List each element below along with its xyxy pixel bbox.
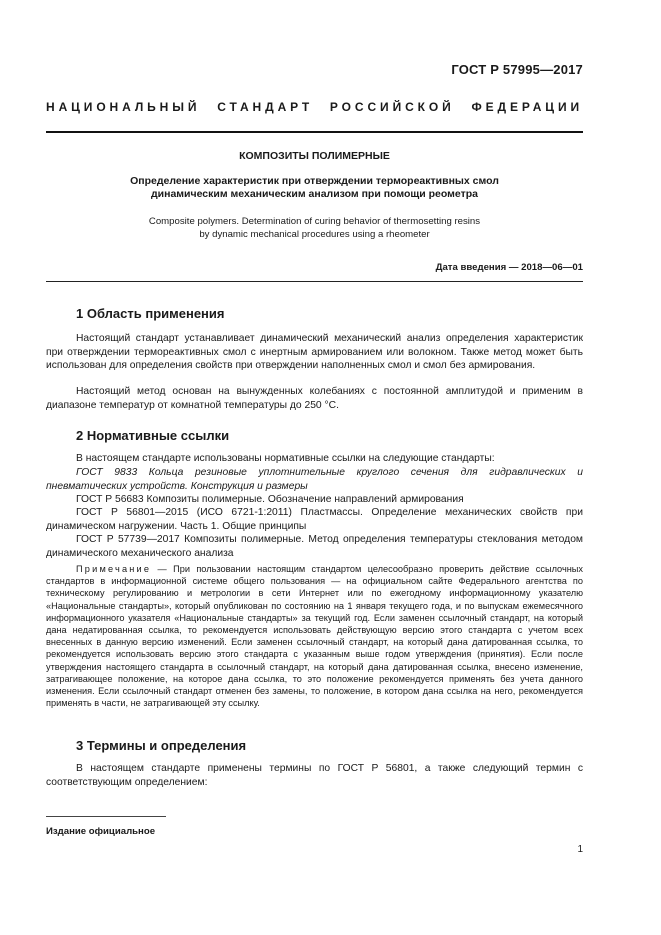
- english-subtitle-line-2: by dynamic mechanical procedures using a rheometer: [199, 229, 430, 240]
- footer-divider: [46, 816, 166, 817]
- section-3-heading: 3 Термины и определения: [76, 738, 247, 753]
- header-divider: [46, 131, 583, 133]
- section-2-intro: В настоящем стандарте использованы нормативные ссылки на следующие стандарты:: [76, 453, 495, 464]
- russian-subtitle-line-1: Определение характеристик при отверждении термореактивных смол: [130, 175, 499, 187]
- note-label: Примечание: [76, 564, 152, 574]
- reference-gost-r-56683: ГОСТ Р 56683 Композиты полимерные. Обозначение направлений армирования: [76, 494, 464, 505]
- section-1-paragraph-1: Настоящий стандарт устанавливает динамический механический анализ определения характеристик при отверждении термореактивных смол с инертным армированием или волокном. Также метод может быть использован для определения свойств при отверждении наполненных смол и смол без армирования.: [46, 333, 583, 371]
- standard-title: КОМПОЗИТЫ ПОЛИМЕРНЫЕ: [239, 150, 390, 162]
- introduction-date: Дата введения — 2018—06—01: [435, 262, 583, 273]
- english-subtitle: [46, 215, 583, 241]
- section-1-heading: 1 Область применения: [76, 306, 225, 321]
- note-text: — При пользовании настоящим стандартом целесообразно проверить действие ссылочных стандартов в информационной системе общего пользования — на официальном сайте Федерального агентства по техническому регулированию и метрологии в сети Интернет или по ежегодному информационному указателю «Национальные стандарты», который опубликован по состоянию на 1 января текущего года, и по выпускам ежемесячного информационного указателя «Национальные стандарты» за текущий год. Если заменен ссылочный стандарт, на который дана недатированная ссылка, то рекомендуется использовать действующую версию этого стандарта с учетом всех внесенных в данную версию изменений. Если заменен ссылочный стандарт, на который дана датированная ссылка, то рекомендуется использовать версию этого стандарта с указанным выше годом утверждения (принятия). Если после утверждения настоящего стандарта в ссылочный стандарт, на который дана датированная ссылка, внесено изменение, затрагивающее положение, на которое дана ссылка, то это положение рекомендуется применять без учета данного изменения. Если ссылочный стандарт отменен без замены, то положение, в котором дана ссылка на него, рекомендуется применять в части, не затрагивающей эту ссылку.: [46, 564, 583, 709]
- section-3-paragraph-1: В настоящем стандарте применены термины по ГОСТ Р 56801, а также следующий термин с соответствующим определением:: [46, 763, 583, 788]
- english-subtitle-line-1: Composite polymers. Determination of curing behavior of thermosetting resins: [148, 216, 481, 227]
- reference-note: [46, 563, 583, 709]
- russian-subtitle-line-2: динамическим механическим анализом при помощи реометра: [150, 188, 478, 200]
- reference-gost-9833: ГОСТ 9833 Кольца резиновые уплотнительные круглого сечения для гидравлических и пневматических устройств. Конструкция и размеры: [46, 467, 583, 492]
- russian-subtitle: [46, 175, 583, 201]
- date-divider: [46, 281, 583, 282]
- document-number: ГОСТ Р 57995—2017: [451, 62, 583, 77]
- national-standard-title: НАЦИОНАЛЬНЫЙ СТАНДАРТ РОССИЙСКОЙ ФЕДЕРАЦИИ: [46, 100, 583, 114]
- page-number: 1: [577, 844, 583, 855]
- official-edition-label: Издание официальное: [46, 826, 156, 837]
- reference-gost-r-57739: ГОСТ Р 57739—2017 Композиты полимерные. Метод определения температуры стеклования методом динамического механического анализа: [46, 534, 583, 559]
- section-1-paragraph-2: Настоящий метод основан на вынужденных колебаниях с постоянной амплитудой и применим в диапазоне температур от комнатной температуры до 250 °С.: [46, 386, 583, 411]
- reference-gost-r-56801: ГОСТ Р 56801—2015 (ИСО 6721-1:2011) Пластмассы. Определение механических свойств при динамическом нагружении. Часть 1. Общие принципы: [46, 507, 583, 532]
- section-2-heading: 2 Нормативные ссылки: [76, 428, 230, 443]
